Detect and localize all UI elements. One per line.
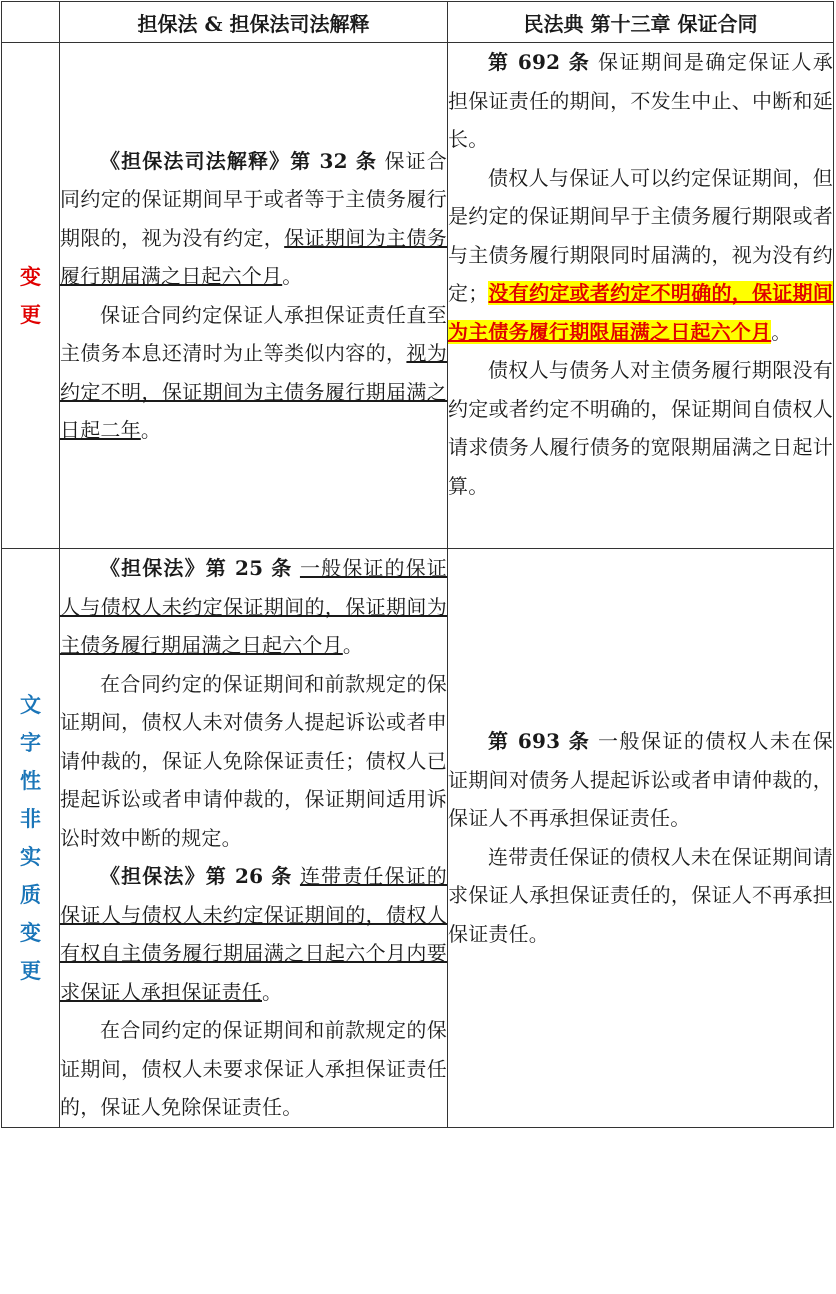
- comparison-table: [1, 1, 834, 1128]
- text: 债权人与债务人对主债务履行期限没有约定或者约定不明确的，保证期间自债权人请求债务人履行债务的宽限期届满之日起计算。: [448, 358, 833, 498]
- article-ref: 《担保法司法解释》第 32 条: [100, 148, 377, 173]
- text: 。: [282, 264, 303, 288]
- paragraph: [60, 296, 447, 450]
- text: 保证合同约定的保证期间早于或者等于主债务履行期限的，视为没有约定，: [60, 148, 447, 250]
- paragraph: [60, 142, 447, 296]
- category-label: [2, 686, 59, 990]
- header-left: 担保法 & 担保法司法解释: [60, 2, 448, 43]
- underlined-text: 一般保证的保证人与债权人未约定保证期间的，保证期间为主债务履行期届满之日起六个月: [60, 556, 447, 657]
- paragraph: [448, 159, 833, 352]
- paragraph: [60, 549, 447, 665]
- article-ref: 《担保法》第 26 条: [100, 864, 293, 888]
- underlined-text: 视为约定不明，保证期间为主债务履行期届满之日起二年: [60, 341, 447, 442]
- text: 。: [342, 633, 364, 657]
- article-ref: 《担保法》第 25 条: [100, 556, 293, 580]
- row-non-substantive: [2, 549, 834, 1128]
- article-ref: 第 692 条: [488, 50, 591, 74]
- paragraph: [448, 43, 833, 159]
- row1-left-cell: [60, 43, 448, 549]
- header-empty-cell: [2, 2, 60, 43]
- underlined-text: 连带责任保证的保证人与债权人未约定保证期间的，债权人有权自主债务履行期届满之日起六个月内要求保证人承担保证责任: [60, 864, 447, 1004]
- category-non-substantive: [2, 549, 60, 1128]
- header-row: [2, 2, 834, 43]
- category-char: 实: [20, 843, 41, 869]
- text: 保证合同约定保证人承担保证责任直至主债务本息还清时为止等类似内容的，: [60, 302, 447, 365]
- category-char: 非: [20, 805, 41, 831]
- text: 保证期间是确定保证人承担保证责任的期间，不发生中止、中断和延长。: [448, 50, 833, 151]
- text: 一般保证的债权人未在保证期间对债务人提起诉讼或者申请仲裁的，保证人不再承担保证责任。: [448, 729, 833, 831]
- row1-right-cell: [448, 43, 834, 549]
- row2-left-cell: [60, 549, 448, 1128]
- category-char: 文: [20, 691, 41, 717]
- category-change: [2, 43, 60, 549]
- underlined-text: 保证期间为主债务履行期届满之日起六个月: [60, 225, 447, 288]
- paragraph: [448, 722, 833, 838]
- paragraph: [448, 838, 833, 954]
- text: 债权人与保证人可以约定保证期间，但是约定的保证期间早于主债务履行期限或者与主债务履行期限同时届满的，视为没有约定；: [448, 165, 833, 305]
- article-ref: 第 693 条: [488, 729, 591, 754]
- category-char: 质: [20, 881, 41, 907]
- category-label: [2, 258, 59, 334]
- category-char: 性: [20, 767, 41, 793]
- header-right: 民法典 第十三章 保证合同: [448, 2, 834, 43]
- text: 。: [262, 979, 283, 1004]
- category-char: 更: [20, 301, 41, 327]
- text: 。: [140, 418, 162, 442]
- category-char: 更: [20, 957, 41, 983]
- row2-right-cell: [448, 549, 834, 1128]
- paragraph: [60, 1011, 447, 1127]
- category-char: 变: [20, 263, 41, 289]
- row-change: [2, 43, 834, 549]
- category-char: 变: [20, 919, 41, 945]
- paragraph: [60, 665, 447, 858]
- paragraph: [448, 351, 833, 505]
- paragraph: [60, 857, 447, 1011]
- text: 连带责任保证的债权人未在保证期间请求保证人承担保证责任的，保证人不再承担保证责任。: [448, 844, 833, 946]
- text: 在合同约定的保证期间和前款规定的保证期间，债权人未对债务人提起诉讼或者申请仲裁的，保证人免除保证责任；债权人已提起诉讼或者申请仲裁的，保证期间适用诉讼时效中断的规定。: [60, 671, 447, 850]
- text: 。: [771, 319, 792, 344]
- category-char: 字: [20, 729, 41, 755]
- text: 在合同约定的保证期间和前款规定的保证期间，债权人未要求保证人承担保证责任的，保证人免除保证责任。: [60, 1018, 447, 1119]
- highlighted-text: 没有约定或者约定不明确的，保证期间为主债务履行期限届满之日起六个月: [448, 281, 833, 344]
